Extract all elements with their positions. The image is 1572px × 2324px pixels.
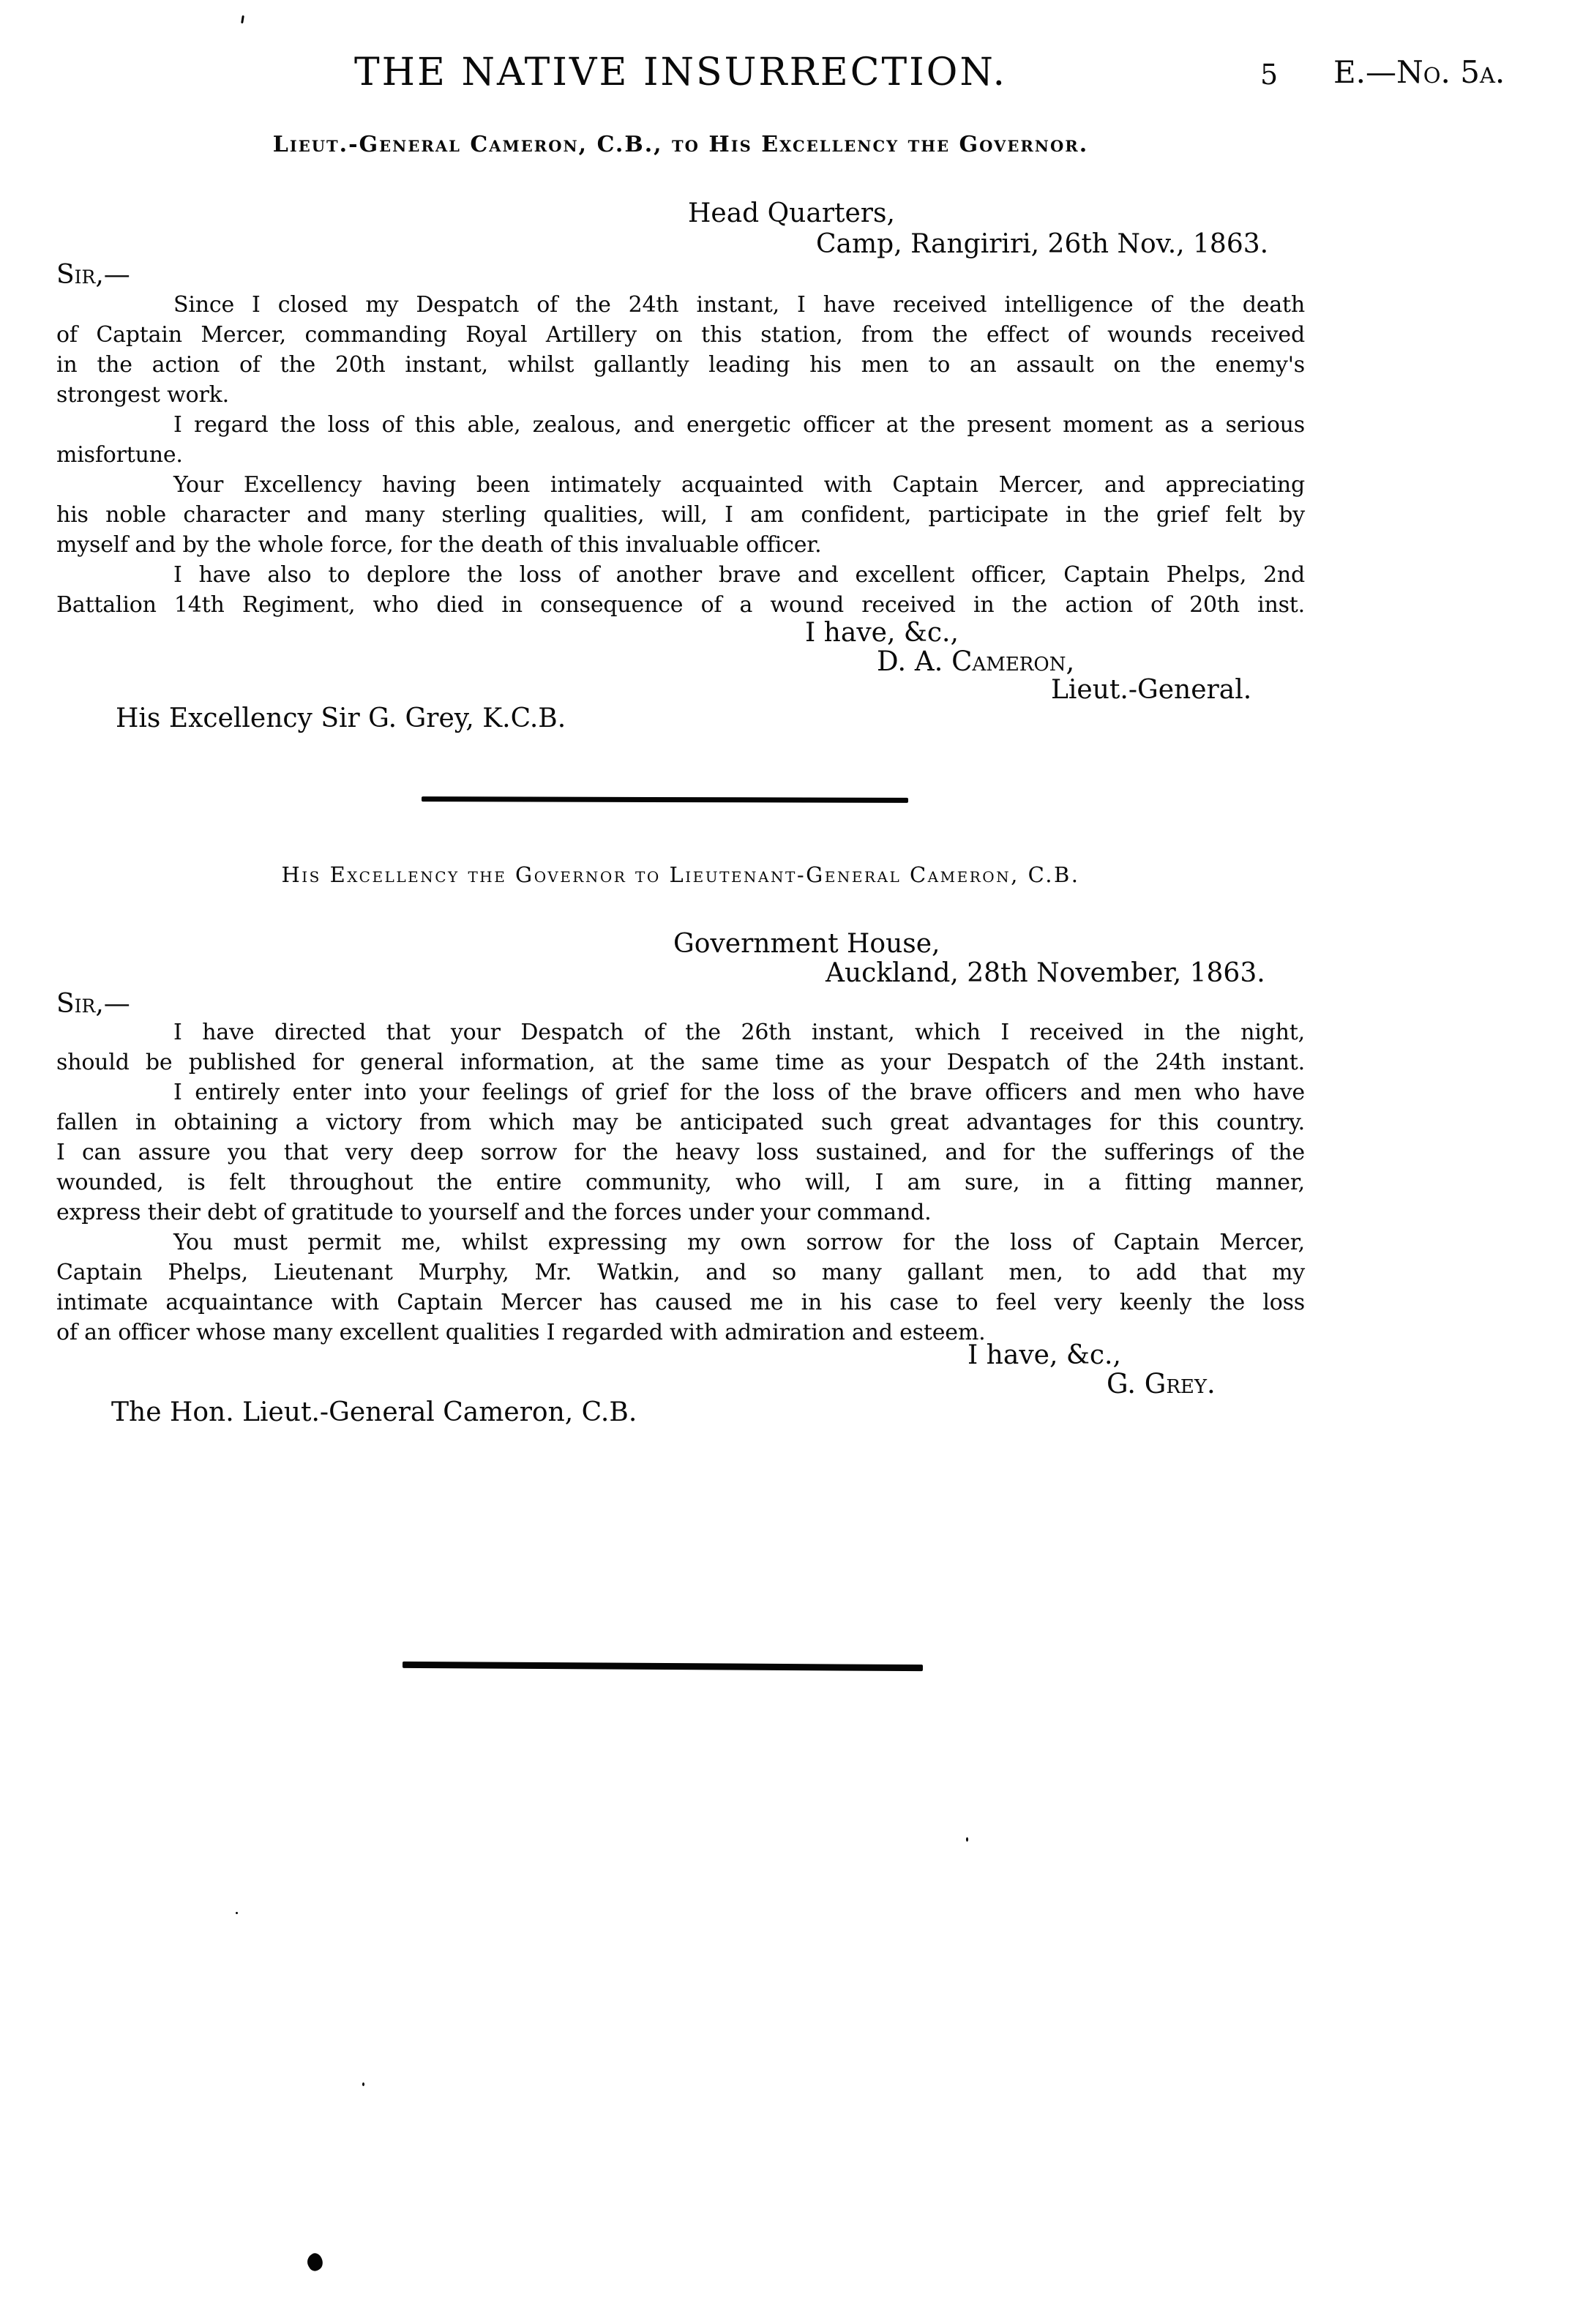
letter1-body-line: his noble character and many sterling qualities, will, I am confident, participate in the grief felt by <box>56 502 1305 528</box>
letter2-body-line: intimate acquaintance with Captain Mercer has caused me in his case to feel very keenly the loss <box>56 1290 1305 1315</box>
scan-artifact-speck <box>236 1912 238 1914</box>
letter2-place: Government House, <box>673 929 940 959</box>
letter1-signature: D. A. Cameron, <box>877 646 1075 677</box>
letter2-salutation: Sir,— <box>56 989 130 1019</box>
section-divider <box>403 1662 923 1671</box>
letter1-body-line: strongest work. <box>56 382 229 408</box>
letter2-body-line: I have directed that your Despatch of the 26th instant, which I received in the night, <box>173 1020 1305 1045</box>
page-number: 5 <box>1260 59 1279 91</box>
letter2-signature: G. Grey. <box>1107 1368 1216 1400</box>
scan-artifact-speck <box>362 2082 364 2086</box>
letter2-addressee: The Hon. Lieut.-General Cameron, C.B. <box>111 1397 637 1427</box>
letter1-body-line: myself and by the whole force, for the death of this invaluable officer. <box>56 532 822 558</box>
letter1-salutation: Sir,— <box>56 260 130 290</box>
letter1-body-line: Since I closed my Despatch of the 24th instant, I have received intelligence of the death <box>173 292 1305 318</box>
letter2-valediction: I have, &c., <box>967 1340 1121 1370</box>
letter2-body <box>56 1017 1305 1348</box>
ink-blot-artifact <box>304 2251 326 2273</box>
document-reference: E.—No. 5a. <box>1333 54 1505 90</box>
letter1-addressee: His Excellency Sir G. Grey, K.C.B. <box>116 703 566 733</box>
scan-artifact-tick <box>241 15 244 23</box>
section-divider <box>422 796 908 803</box>
letter1-body-line: in the action of the 20th instant, whilst gallantly leading his men to an assault on the enemy's <box>56 352 1305 378</box>
letter2-body-line: of an officer whose many excellent qualities I regarded with admiration and esteem. <box>56 1320 986 1345</box>
letter1-dateline: Camp, Rangiriri, 26th Nov., 1863. <box>816 229 1269 259</box>
letter2-heading: His Excellency the Governor to Lieutenant-General Cameron, C.B. <box>281 862 1080 887</box>
letter1-signature-title: Lieut.-General. <box>1051 675 1252 705</box>
letter1-place: Head Quarters, <box>688 198 895 228</box>
page-title: THE NATIVE INSURRECTION. <box>353 51 1008 94</box>
letter2-body-line: wounded, is felt throughout the entire community, who will, I am sure, in a fitting manner, <box>56 1170 1305 1195</box>
letter1-body-line: Battalion 14th Regiment, who died in consequence of a wound received in the action of 20th inst. <box>56 592 1305 618</box>
letter2-body-line: should be published for general information, at the same time as your Despatch of the 24th instant. <box>56 1050 1305 1075</box>
letter2-body-line: I can assure you that very deep sorrow for the heavy loss sustained, and for the sufferings of the <box>56 1140 1305 1165</box>
letter1-heading: Lieut.-General Cameron, C.B., to His Excellency the Governor. <box>272 132 1089 157</box>
letter1-body-line: misfortune. <box>56 442 183 468</box>
letter1-body <box>56 290 1305 620</box>
letter1-body-line: I regard the loss of this able, zealous, and energetic officer at the present moment as a serious <box>173 412 1305 438</box>
letter2-body-line: fallen in obtaining a victory from which may be anticipated such great advantages for this country. <box>56 1110 1305 1135</box>
letter1-body-line: I have also to deplore the loss of another brave and excellent officer, Captain Phelps, 2nd <box>173 562 1305 588</box>
letter1-body-line: of Captain Mercer, commanding Royal Artillery on this station, from the effect of wounds received <box>56 322 1305 348</box>
letter2-body-line: Captain Phelps, Lieutenant Murphy, Mr. Watkin, and so many gallant men, to add that my <box>56 1260 1305 1285</box>
letter1-valediction: I have, &c., <box>805 618 959 648</box>
letter1-body-line: Your Excellency having been intimately acquainted with Captain Mercer, and appreciating <box>173 472 1305 498</box>
letter2-body-line: I entirely enter into your feelings of grief for the loss of the brave officers and men who have <box>173 1080 1305 1105</box>
letter2-dateline: Auckland, 28th November, 1863. <box>826 958 1265 988</box>
letter2-body-line: You must permit me, whilst expressing my own sorrow for the loss of Captain Mercer, <box>173 1230 1305 1255</box>
letter2-body-line: express their debt of gratitude to yourself and the forces under your command. <box>56 1200 932 1225</box>
scan-artifact-speck <box>966 1837 968 1842</box>
